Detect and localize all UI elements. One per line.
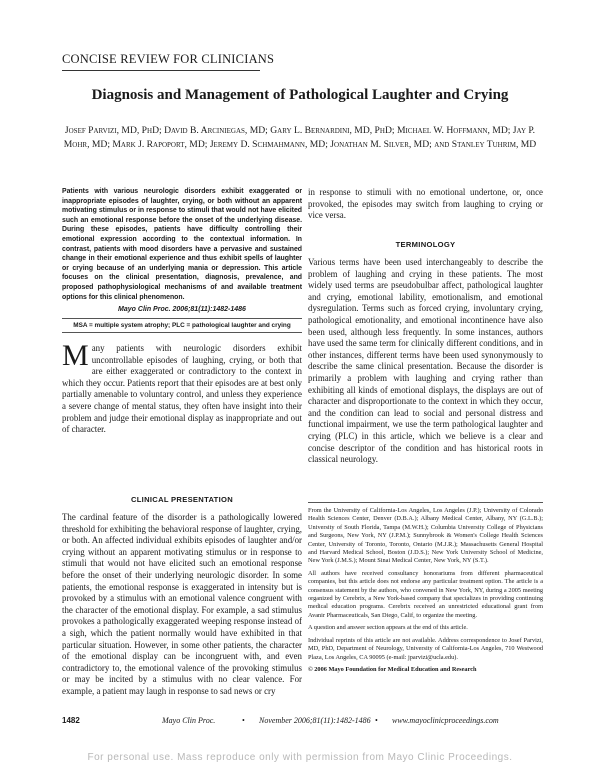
watermark: For personal use. Mass reproduce only with permission from Mayo Clinic Proceedings.	[87, 752, 513, 763]
affiliations-box	[308, 502, 543, 678]
intro-text: any patients with neurologic disorders exhibit uncontrollable episodes of laughing, crying, or both that are either exaggerated or contradictory to the context in which they occur. Patients report that their episodes are at best only partially amenable to voluntary control, and unless they experience a severe change of mental status, they often have insight into their problem and judge their emotional display as inappropriate and out of character.	[62, 343, 302, 435]
section-label: CONCISE REVIEW FOR CLINICIANS	[62, 52, 275, 66]
abbreviations-box: MSA = multiple system atrophy; PLC = pathological laughter and crying	[62, 318, 302, 333]
terminology-heading: TERMINOLOGY	[395, 240, 456, 249]
footer-url[interactable]: www.mayoclinicproceedings.com	[392, 716, 499, 725]
section-rule	[62, 70, 260, 71]
abstract: Patients with various neurologic disorders exhibit exaggerated or inappropriate episodes of laughter, crying, or both without an apparent motivating stimulus or in response to stimuli that would not have elicited such an emotional response before the onset of the underlying disease. During these episodes, patients have difficulty controlling their emotional expression according to the contextual information. In contrast, patients with mood disorders have a pervasive and sustained change in their emotional experience and thus exhibit spells of laughter or crying because of an underlying mania or depression. This article focuses on the clinical presentation, diagnosis, prevalence, and proposed pathophysiological mechanisms of and available treatment options for this clinical phenomenon.	[62, 188, 302, 301]
clinical-text: The cardinal feature of the disorder is a pathologically lowered threshold for exhibiting the behavioral response of laughter, crying, or both. An affected individual exhibits episodes of laughter and/or crying without an apparent motivating stimulus or in response to stimuli that would not have elicited such an emotional response before the onset of their underlying neurologic disorder. In some patients, the emotional response is exaggerated in intensity but is provoked by a stimulus with an emotional valence congruent with the character of the emotional display. For example, a sad stimulus provokes a pathologically exaggerated weeping response instead of a sigh, which the patient normally would have exhibited in that particular situation. However, in some other patients, the character of the emotional display can be incongruent with, and even contradictory to, the emotional valence of the provoking stimulus or may be incited by a stimulus with no clear valence. For example, a patient may laugh in response to sad news or cry	[62, 512, 302, 696]
article-title: Diagnosis and Management of Pathological Laughter and Crying	[91, 87, 509, 103]
qa-note: A question and answer section appears at the end of this article.	[308, 624, 468, 632]
drop-cap: M	[62, 339, 89, 372]
footer-journal: Mayo Clin Proc.	[162, 716, 216, 725]
footer-bullet: •	[242, 716, 245, 725]
reprints-note: Individual reprints of this article are not available. Address correspondence to Josef Parvizi, MD, PhD, Department of Neurology, University of California-Los Angeles, 710 Westwood Plaza, Los Angeles, CA 90095 (e-mail: jparvizi@ucla.edu).	[308, 636, 543, 661]
terminology-text: Various terms have been used interchangeably to describe the problem of laughing and crying in these patients. The most widely used terms are pseudobulbar affect, pathological laughter and crying, emotional lability, emotionalism, and emotional dysregulation. Terms such as forced crying, involuntary crying, pathological emotionality, and emotional incontinence have also been used, although less frequently. In some instances, authors have used the same term for clinically different conditions, and in other instances, different terms have been used synonymously to describe the same clinical presentation. Because the disorder is primarily a problem with laughing and crying rather than exhibiting all kinds of emotional displays, the displays are out of character and disproportionate to the context in which they occur, and the condition can lead to social and personal distress and functional impairment, we use the term pathological laughter and crying (PLC) in this article, which we believe is a clear and concise descriptor of the condition and has historical roots in classical neurology.	[308, 257, 543, 465]
affiliations: From the University of California-Los Angeles, Los Angeles (J.P.); University of Colorado Health Sciences Center, Denver (D.B.A.); Albany Medical Center, Albany, NY (G.L.B.); University of South Florida, Tampa (M.W.H.); Columbia University College of Physicians and Surgeons, New York, NY (J.P.M.); Sunnybrook & Women's College Health Sciences Center, University of Toronto, Toronto, Ontario (M.J.R.); Massachusetts General Hospital and Harvard Medical School, Boston (J.D.S.); New York University School of Medicine, New York (J.M.S.); Mount Sinai Medical Center, New York, NY (S.T.).	[308, 507, 543, 565]
citation: Mayo Clin Proc. 2006;81(11):1482-1486	[118, 306, 246, 313]
right-column-continuation: in response to stimuli with no emotional undertone, or, once provoked, the episodes may switch from laughing to crying or vice versa.	[308, 187, 543, 221]
page-number: 1482	[62, 716, 80, 725]
footer-date: November 2006;81(11):1482-1486	[259, 716, 371, 725]
author-list: Josef Parvizi, MD, PhD; David B. Arciniegas, MD; Gary L. Bernardini, MD, PhD; Michael W. Hoffmann, MD; Jay P. Mohr, MD; Mark J. Rapoport, MD; Jeremy D. Schmahmann, MD; Jonathan M. Silver, MD; and Stanley Tuhrim, MD	[63, 125, 537, 150]
clinical-heading: CLINICAL PRESENTATION	[130, 495, 234, 504]
intro-paragraph	[62, 339, 302, 436]
disclosure: All authors have received consultancy honorariums from different pharmaceutical companies, but this article does not endorse any particular treatment option. The article is a consensus statement by the authors, who convened in New York, NY, during a 2005 meeting organized by Cerebrix, a New York-based company that specializes in providing continuing medical education programs. Cerebrix received an unrestricted educational grant from Avanir Pharmaceuticals, San Diego, Calif, to organize the meeting.	[308, 569, 543, 619]
copyright: © 2006 Mayo Foundation for Medical Education and Research	[308, 665, 477, 673]
footer-bullet: •	[375, 716, 378, 725]
